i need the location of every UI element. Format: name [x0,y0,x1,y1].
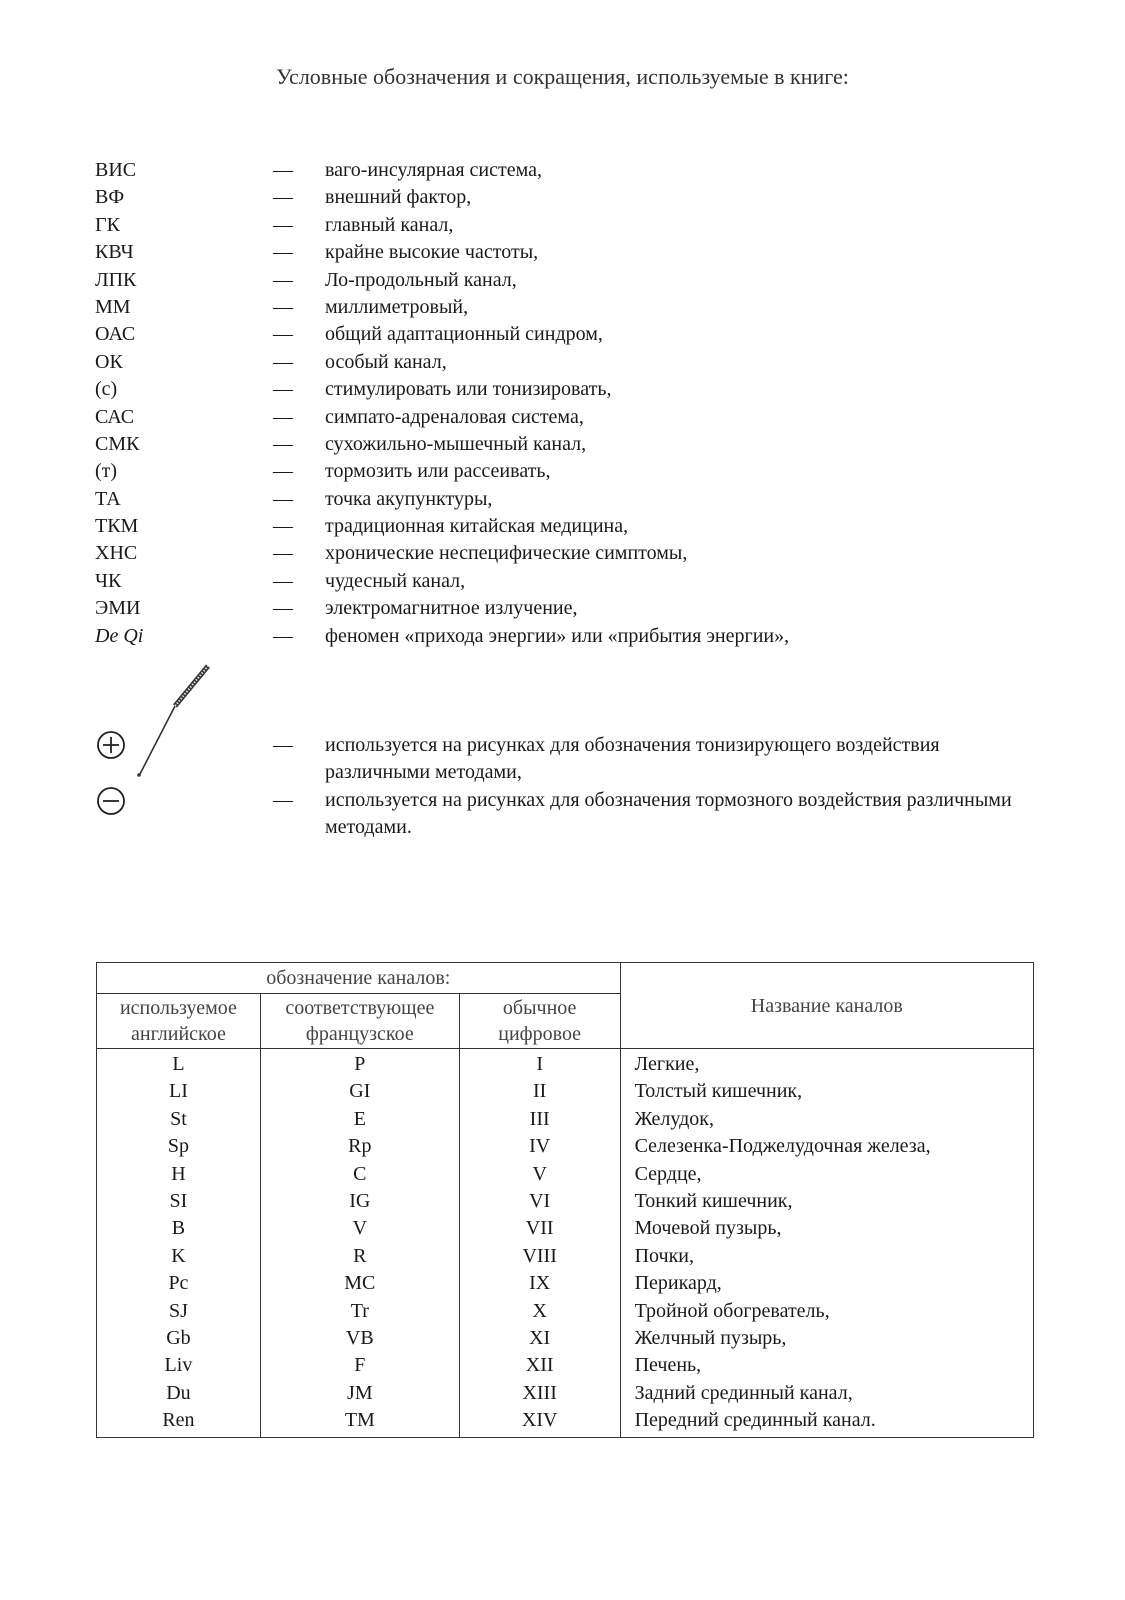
abbreviation-row [95,239,1055,266]
abbreviation-row [95,349,1055,376]
table-row [97,1078,1034,1105]
channel-name: Сердце, [620,1161,1033,1188]
abbreviation-term: ТА [95,487,121,510]
dash: — [273,734,293,756]
abbreviation-term: ТКМ [95,515,139,538]
minus-symbol-description: используется на рисунках для обозначения тормозного воздействия различными методами. [325,789,1012,838]
table-row [97,1188,1034,1215]
french-code: V [260,1215,459,1242]
abbreviation-row [95,431,1055,458]
abbreviation-row [95,404,1055,431]
dash: — [273,268,293,291]
abbreviation-row [95,540,1055,567]
channel-name-header: Название каналов [620,963,1033,1049]
numeric-code: VI [459,1188,620,1215]
english-code: L [97,1049,261,1079]
abbreviation-description: хронические неспецифические симптомы, [325,542,688,565]
channel-name: Толстый кишечник, [620,1078,1033,1105]
channel-designation-header: обозначение каналов: [97,963,621,994]
dash: — [273,460,293,483]
french-code: IG [260,1188,459,1215]
channel-name: Задний срединный канал, [620,1380,1033,1407]
abbreviation-row [95,486,1055,513]
english-code: Pc [97,1270,261,1297]
french-code: MC [260,1270,459,1297]
table-row [97,1352,1034,1379]
english-code: SJ [97,1298,261,1325]
dash: — [273,186,293,209]
abbreviation-term: ОК [95,350,123,373]
channel-name: Желчный пузырь, [620,1325,1033,1352]
english-code: Liv [97,1352,261,1379]
table-row [97,1325,1034,1352]
numeric-code: IX [459,1270,620,1297]
dash: — [273,295,293,318]
table-row [97,1161,1034,1188]
table-row [97,1133,1034,1160]
abbreviation-description: симпато-адреналовая система, [325,405,584,428]
french-code: C [260,1161,459,1188]
english-code: Ren [97,1407,261,1437]
table-row [97,1215,1034,1242]
english-code: St [97,1106,261,1133]
abbreviation-term: ХНС [95,542,138,565]
dash: — [273,624,293,647]
abbreviation-row [95,595,1055,622]
table-row [97,1380,1034,1407]
english-code: Du [97,1380,261,1407]
dash: — [273,378,293,401]
plus-circle-icon [98,732,124,758]
acupuncture-needle-icon [137,666,208,777]
abbreviation-row [95,376,1055,403]
minus-circle-icon [98,788,124,814]
dash: — [273,323,293,346]
numeric-code: II [459,1078,620,1105]
abbreviation-list [95,157,1055,650]
abbreviation-description: сухожильно-мышечный канал, [325,432,587,455]
dash: — [273,405,293,428]
english-code: SI [97,1188,261,1215]
abbreviation-row [95,267,1055,294]
abbreviation-row [95,458,1055,485]
abbreviation-term: ВИС [95,159,137,181]
abbreviation-description: общий адаптационный синдром, [325,323,603,346]
channel-name: Тонкий кишечник, [620,1188,1033,1215]
abbreviation-description: крайне высокие частоты, [325,241,539,264]
english-code: Sp [97,1133,261,1160]
abbreviation-description: тормозить или рассеивать, [325,460,551,483]
french-code: TM [260,1407,459,1437]
table-row [97,1106,1034,1133]
french-code: Rp [260,1133,459,1160]
abbreviation-row [95,157,1055,184]
channel-name: Желудок, [620,1106,1033,1133]
abbreviation-row [95,184,1055,211]
abbreviation-term: СМК [95,432,140,455]
abbreviation-row [95,321,1055,348]
channels-table [96,962,1034,1438]
french-code: P [260,1049,459,1079]
abbreviation-description: главный канал, [325,213,454,236]
english-code: K [97,1243,261,1270]
numeric-code: XI [459,1325,620,1352]
abbreviation-row [95,623,1055,650]
numeric-code: XIII [459,1380,620,1407]
numeric-code: XIV [459,1407,620,1437]
french-code: F [260,1352,459,1379]
dash: — [273,789,293,811]
abbreviation-description: электромагнитное излучение, [325,597,578,620]
dash: — [273,569,293,592]
table-row [97,1270,1034,1297]
abbreviation-row [95,568,1055,595]
abbreviation-description: точка акупунктуры, [325,487,493,510]
abbreviation-description: ваго-инсулярная система, [325,159,542,181]
dash: — [273,159,293,181]
abbreviation-description: Ло-продольный канал, [325,268,517,291]
plus-symbol-description: используется на рисунках для обозначения тонизирующего воздействия различными методами, [325,734,940,783]
english-code: LI [97,1078,261,1105]
english-code: B [97,1215,261,1242]
abbreviation-term: ВФ [95,186,125,209]
numeric-code: V [459,1161,620,1188]
abbreviation-row [95,513,1055,540]
page-title: Условные обозначения и сокращения, используемые в книге: [276,64,849,89]
channel-name: Почки, [620,1243,1033,1270]
dash: — [273,487,293,510]
table-row [97,1243,1034,1270]
abbreviation-term: ММ [95,295,131,318]
channel-name: Печень, [620,1352,1033,1379]
numeric-code: I [459,1049,620,1079]
french-code: R [260,1243,459,1270]
symbol-legend [95,660,1055,860]
abbreviation-description: особый канал, [325,350,447,373]
abbreviation-row [95,294,1055,321]
abbreviation-description: феномен «прихода энергии» или «прибытия энергии», [325,624,790,647]
abbreviation-term: САС [95,405,135,428]
channel-name: Легкие, [620,1049,1033,1079]
abbreviation-term: ГК [95,213,120,236]
channel-name: Селезенка-Поджелудочная железа, [620,1133,1033,1160]
numeric-code: VIII [459,1243,620,1270]
abbreviation-term: ЭМИ [95,597,141,620]
abbreviation-term: ЛПК [95,268,137,291]
dash: — [273,213,293,236]
abbreviation-row [95,212,1055,239]
numeric-code: IV [459,1133,620,1160]
numeric-code: III [459,1106,620,1133]
needle-symbols-illustration [95,660,265,860]
table-row [97,1049,1034,1079]
dash: — [273,542,293,565]
english-code: Gb [97,1325,261,1352]
dash: — [273,597,293,620]
abbreviation-description: стимулировать или тонизировать, [325,378,612,401]
table-row [97,1298,1034,1325]
french-code: VB [260,1325,459,1352]
french-code: Tr [260,1298,459,1325]
abbreviation-description: миллиметровый, [325,295,469,318]
french-code: E [260,1106,459,1133]
french-column-header: соответствующее французское [260,994,459,1049]
numeric-code: XII [459,1352,620,1379]
french-code: GI [260,1078,459,1105]
english-code: H [97,1161,261,1188]
abbreviation-description: традиционная китайская медицина, [325,515,629,538]
abbreviation-description: чудесный канал, [325,569,466,592]
abbreviation-term: (т) [95,460,118,483]
channel-name: Перикард, [620,1270,1033,1297]
abbreviation-term: ЧК [95,569,122,592]
numeric-code: VII [459,1215,620,1242]
dash: — [273,432,293,455]
abbreviation-term: ОАС [95,323,136,346]
dash: — [273,515,293,538]
abbreviation-term: КВЧ [95,241,134,264]
numeric-code: X [459,1298,620,1325]
abbreviation-description: внешний фактор, [325,186,472,209]
dash: — [273,350,293,373]
channel-name: Тройной обогреватель, [620,1298,1033,1325]
channel-name: Мочевой пузырь, [620,1215,1033,1242]
french-code: JM [260,1380,459,1407]
abbreviation-term: De Qi [95,624,144,647]
abbreviation-term: (с) [95,378,118,401]
numeric-column-header: обычное цифровое [459,994,620,1049]
channel-name: Передний срединный канал. [620,1407,1033,1437]
english-column-header: используемое английское [97,994,261,1049]
dash: — [273,241,293,264]
table-row [97,1407,1034,1437]
